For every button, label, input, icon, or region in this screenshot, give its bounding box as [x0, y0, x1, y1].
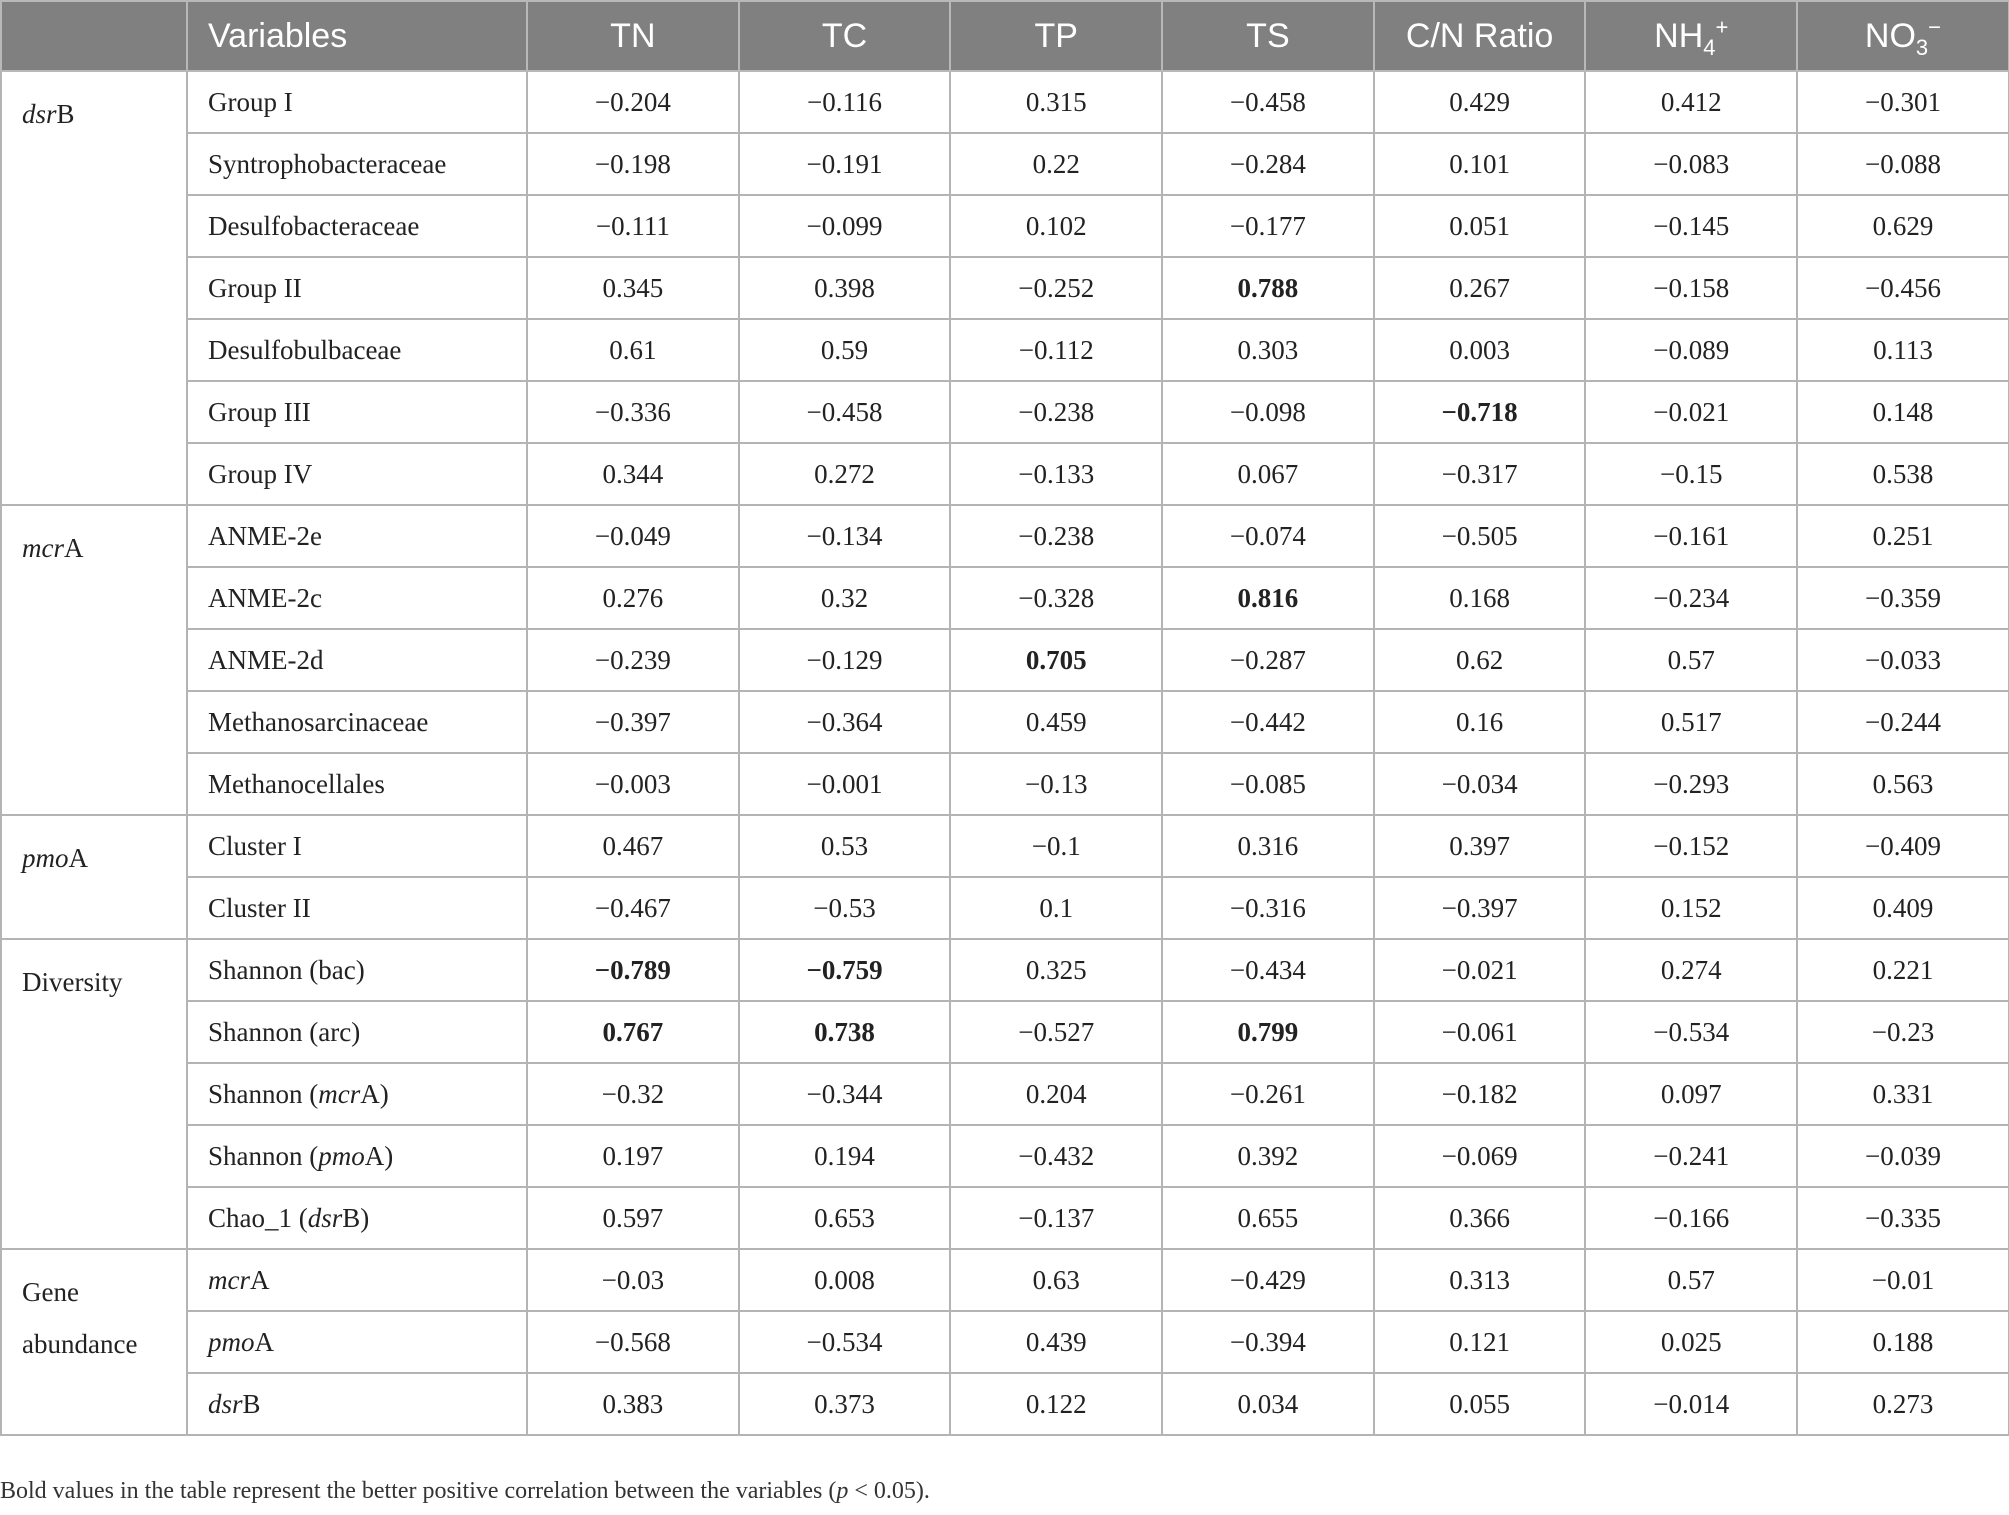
table-row — [1, 939, 2009, 1001]
value-cell-ts: 0.316 — [1162, 815, 1374, 877]
header-row — [1, 1, 2009, 71]
variable-label: Desulfobacteraceae — [187, 195, 527, 257]
value-cell-nh4: −0.161 — [1585, 505, 1797, 567]
value-cell-no3: −0.244 — [1797, 691, 2009, 753]
variable-label: Shannon (arc) — [187, 1001, 527, 1063]
value-cell-tc: −0.53 — [739, 877, 951, 939]
value-cell-tn: 0.61 — [527, 319, 739, 381]
value-cell-no3: 0.221 — [1797, 939, 2009, 1001]
value-cell-tc: −0.116 — [739, 71, 951, 133]
value-cell-tc: −0.364 — [739, 691, 951, 753]
table-footnote: Bold values in the table represent the better positive correlation between the variables (p < 0.05). — [0, 1478, 930, 1504]
value-cell-ts: −0.458 — [1162, 71, 1374, 133]
value-cell-cn-ratio: 0.101 — [1374, 133, 1586, 195]
value-cell-no3: 0.273 — [1797, 1373, 2009, 1435]
value-cell-no3: 0.251 — [1797, 505, 2009, 567]
table-row — [1, 1001, 2009, 1063]
variable-label: mcrA — [187, 1249, 527, 1311]
value-cell-nh4: −0.15 — [1585, 443, 1797, 505]
group-label: Gene abundance — [1, 1249, 187, 1435]
value-cell-nh4: −0.152 — [1585, 815, 1797, 877]
value-cell-tp: 0.22 — [950, 133, 1162, 195]
value-cell-tc: −0.534 — [739, 1311, 951, 1373]
value-cell-no3: −0.033 — [1797, 629, 2009, 691]
value-cell-nh4: −0.089 — [1585, 319, 1797, 381]
value-cell-tp: 0.122 — [950, 1373, 1162, 1435]
table-row — [1, 71, 2009, 133]
value-cell-tp: 0.1 — [950, 877, 1162, 939]
table-row — [1, 691, 2009, 753]
value-cell-cn-ratio: 0.429 — [1374, 71, 1586, 133]
value-cell-tp: −0.238 — [950, 505, 1162, 567]
value-cell-tc: −0.129 — [739, 629, 951, 691]
value-cell-no3: −0.01 — [1797, 1249, 2009, 1311]
value-cell-tn: −0.111 — [527, 195, 739, 257]
value-cell-cn-ratio: 0.62 — [1374, 629, 1586, 691]
value-cell-cn-ratio: −0.021 — [1374, 939, 1586, 1001]
header-cell-tn: TN — [527, 1, 739, 71]
variable-label: Cluster II — [187, 877, 527, 939]
value-cell-tp: −0.133 — [950, 443, 1162, 505]
value-cell-no3: −0.039 — [1797, 1125, 2009, 1187]
header-cell-group — [1, 1, 187, 71]
value-cell-tp: −0.252 — [950, 257, 1162, 319]
value-cell-tn: −0.467 — [527, 877, 739, 939]
variable-label: Desulfobulbaceae — [187, 319, 527, 381]
header-cell-nh4: $NH_4^+$ — [1585, 1, 1797, 71]
variable-label: Group IV — [187, 443, 527, 505]
value-cell-nh4: −0.293 — [1585, 753, 1797, 815]
value-cell-cn-ratio: 0.313 — [1374, 1249, 1586, 1311]
header-cell-tc: TC — [739, 1, 951, 71]
table-row — [1, 195, 2009, 257]
value-cell-ts: −0.098 — [1162, 381, 1374, 443]
value-cell-no3: 0.331 — [1797, 1063, 2009, 1125]
value-cell-no3: −0.088 — [1797, 133, 2009, 195]
header-cell-ts: TS — [1162, 1, 1374, 71]
variable-label: dsrB — [187, 1373, 527, 1435]
table-row — [1, 1311, 2009, 1373]
value-cell-tp: 0.325 — [950, 939, 1162, 1001]
value-cell-tc: 0.373 — [739, 1373, 951, 1435]
value-cell-tn: 0.767 — [527, 1001, 739, 1063]
value-cell-tn: −0.239 — [527, 629, 739, 691]
value-cell-nh4: 0.274 — [1585, 939, 1797, 1001]
table-row — [1, 505, 2009, 567]
value-cell-tp: −0.137 — [950, 1187, 1162, 1249]
value-cell-ts: 0.303 — [1162, 319, 1374, 381]
group-label: Diversity — [1, 939, 187, 1249]
value-cell-ts: −0.434 — [1162, 939, 1374, 1001]
value-cell-no3: −0.301 — [1797, 71, 2009, 133]
table-row — [1, 1063, 2009, 1125]
table-row — [1, 1125, 2009, 1187]
variable-label: Cluster I — [187, 815, 527, 877]
value-cell-cn-ratio: −0.505 — [1374, 505, 1586, 567]
value-cell-tp: −0.238 — [950, 381, 1162, 443]
value-cell-no3: 0.148 — [1797, 381, 2009, 443]
variable-label: Methanocellales — [187, 753, 527, 815]
table-row — [1, 1373, 2009, 1435]
table-row — [1, 567, 2009, 629]
header-cell-variables: Variables — [187, 1, 527, 71]
value-cell-no3: −0.23 — [1797, 1001, 2009, 1063]
variable-label: Shannon (pmoA) — [187, 1125, 527, 1187]
value-cell-nh4: 0.517 — [1585, 691, 1797, 753]
value-cell-ts: 0.034 — [1162, 1373, 1374, 1435]
value-cell-cn-ratio: 0.168 — [1374, 567, 1586, 629]
table-row — [1, 877, 2009, 939]
table-row — [1, 1249, 2009, 1311]
value-cell-tn: 0.383 — [527, 1373, 739, 1435]
value-cell-nh4: −0.241 — [1585, 1125, 1797, 1187]
value-cell-no3: −0.359 — [1797, 567, 2009, 629]
table-row — [1, 257, 2009, 319]
value-cell-tp: 0.63 — [950, 1249, 1162, 1311]
value-cell-tn: −0.049 — [527, 505, 739, 567]
table-row — [1, 319, 2009, 381]
variable-label: Chao_1 (dsrB) — [187, 1187, 527, 1249]
value-cell-tp: 0.439 — [950, 1311, 1162, 1373]
table-header — [1, 1, 2009, 71]
value-cell-no3: 0.409 — [1797, 877, 2009, 939]
value-cell-cn-ratio: −0.069 — [1374, 1125, 1586, 1187]
value-cell-no3: 0.113 — [1797, 319, 2009, 381]
value-cell-tn: 0.197 — [527, 1125, 739, 1187]
value-cell-nh4: −0.083 — [1585, 133, 1797, 195]
value-cell-tc: −0.458 — [739, 381, 951, 443]
value-cell-tp: 0.705 — [950, 629, 1162, 691]
value-cell-tn: −0.568 — [527, 1311, 739, 1373]
table-row — [1, 815, 2009, 877]
value-cell-nh4: −0.145 — [1585, 195, 1797, 257]
value-cell-no3: 0.629 — [1797, 195, 2009, 257]
value-cell-no3: −0.456 — [1797, 257, 2009, 319]
value-cell-tn: −0.03 — [527, 1249, 739, 1311]
value-cell-tn: −0.32 — [527, 1063, 739, 1125]
value-cell-tp: −0.112 — [950, 319, 1162, 381]
value-cell-ts: −0.442 — [1162, 691, 1374, 753]
variable-label: Group III — [187, 381, 527, 443]
value-cell-tp: −0.527 — [950, 1001, 1162, 1063]
value-cell-tp: 0.102 — [950, 195, 1162, 257]
value-cell-tn: −0.789 — [527, 939, 739, 1001]
value-cell-tn: 0.597 — [527, 1187, 739, 1249]
value-cell-tp: −0.328 — [950, 567, 1162, 629]
value-cell-cn-ratio: 0.003 — [1374, 319, 1586, 381]
value-cell-no3: 0.538 — [1797, 443, 2009, 505]
value-cell-nh4: −0.166 — [1585, 1187, 1797, 1249]
value-cell-nh4: 0.152 — [1585, 877, 1797, 939]
value-cell-nh4: −0.158 — [1585, 257, 1797, 319]
variable-label: Group I — [187, 71, 527, 133]
value-cell-no3: 0.188 — [1797, 1311, 2009, 1373]
value-cell-tn: −0.003 — [527, 753, 739, 815]
value-cell-ts: −0.287 — [1162, 629, 1374, 691]
variable-label: Methanosarcinaceae — [187, 691, 527, 753]
value-cell-tc: 0.53 — [739, 815, 951, 877]
value-cell-cn-ratio: −0.061 — [1374, 1001, 1586, 1063]
value-cell-tc: 0.32 — [739, 567, 951, 629]
value-cell-tn: −0.204 — [527, 71, 739, 133]
variable-label: Shannon (bac) — [187, 939, 527, 1001]
variable-label: ANME-2d — [187, 629, 527, 691]
value-cell-tp: −0.1 — [950, 815, 1162, 877]
table-body — [1, 71, 2009, 1435]
value-cell-nh4: 0.57 — [1585, 629, 1797, 691]
value-cell-tc: 0.398 — [739, 257, 951, 319]
value-cell-ts: −0.074 — [1162, 505, 1374, 567]
value-cell-ts: −0.177 — [1162, 195, 1374, 257]
value-cell-nh4: −0.021 — [1585, 381, 1797, 443]
value-cell-cn-ratio: 0.121 — [1374, 1311, 1586, 1373]
value-cell-tc: 0.194 — [739, 1125, 951, 1187]
variable-label: ANME-2e — [187, 505, 527, 567]
header-cell-no3: $NO_3^-$ — [1797, 1, 2009, 71]
value-cell-ts: 0.799 — [1162, 1001, 1374, 1063]
table-row — [1, 1187, 2009, 1249]
header-cell-cn-ratio: C/N Ratio — [1374, 1, 1586, 71]
variable-label: Shannon (mcrA) — [187, 1063, 527, 1125]
variable-label: Syntrophobacteraceae — [187, 133, 527, 195]
value-cell-tc: 0.272 — [739, 443, 951, 505]
value-cell-tn: 0.276 — [527, 567, 739, 629]
value-cell-tn: 0.467 — [527, 815, 739, 877]
value-cell-tc: 0.008 — [739, 1249, 951, 1311]
value-cell-tc: 0.653 — [739, 1187, 951, 1249]
value-cell-tp: −0.432 — [950, 1125, 1162, 1187]
value-cell-cn-ratio: −0.317 — [1374, 443, 1586, 505]
value-cell-ts: −0.429 — [1162, 1249, 1374, 1311]
value-cell-cn-ratio: −0.034 — [1374, 753, 1586, 815]
value-cell-tp: 0.204 — [950, 1063, 1162, 1125]
value-cell-cn-ratio: 0.366 — [1374, 1187, 1586, 1249]
value-cell-tc: −0.344 — [739, 1063, 951, 1125]
value-cell-no3: −0.409 — [1797, 815, 2009, 877]
value-cell-ts: −0.284 — [1162, 133, 1374, 195]
value-cell-ts: 0.655 — [1162, 1187, 1374, 1249]
value-cell-cn-ratio: −0.718 — [1374, 381, 1586, 443]
value-cell-ts: −0.085 — [1162, 753, 1374, 815]
value-cell-nh4: −0.014 — [1585, 1373, 1797, 1435]
value-cell-tn: 0.344 — [527, 443, 739, 505]
group-label: dsrB — [1, 71, 187, 505]
value-cell-tp: −0.13 — [950, 753, 1162, 815]
group-label: pmoA — [1, 815, 187, 939]
table-row — [1, 629, 2009, 691]
value-cell-tn: −0.397 — [527, 691, 739, 753]
value-cell-nh4: −0.234 — [1585, 567, 1797, 629]
value-cell-tc: −0.134 — [739, 505, 951, 567]
table-row — [1, 133, 2009, 195]
value-cell-tc: 0.738 — [739, 1001, 951, 1063]
value-cell-tn: −0.336 — [527, 381, 739, 443]
header-cell-tp: TP — [950, 1, 1162, 71]
value-cell-nh4: 0.412 — [1585, 71, 1797, 133]
value-cell-ts: 0.392 — [1162, 1125, 1374, 1187]
value-cell-ts: 0.816 — [1162, 567, 1374, 629]
value-cell-nh4: 0.097 — [1585, 1063, 1797, 1125]
table-row — [1, 753, 2009, 815]
value-cell-cn-ratio: 0.267 — [1374, 257, 1586, 319]
value-cell-ts: −0.394 — [1162, 1311, 1374, 1373]
value-cell-ts: −0.316 — [1162, 877, 1374, 939]
variable-label: pmoA — [187, 1311, 527, 1373]
value-cell-nh4: 0.025 — [1585, 1311, 1797, 1373]
variable-label: Group II — [187, 257, 527, 319]
value-cell-ts: 0.788 — [1162, 257, 1374, 319]
value-cell-cn-ratio: −0.397 — [1374, 877, 1586, 939]
variable-label: ANME-2c — [187, 567, 527, 629]
value-cell-tp: 0.315 — [950, 71, 1162, 133]
value-cell-tc: −0.759 — [739, 939, 951, 1001]
value-cell-nh4: −0.534 — [1585, 1001, 1797, 1063]
value-cell-cn-ratio: 0.16 — [1374, 691, 1586, 753]
value-cell-no3: 0.563 — [1797, 753, 2009, 815]
value-cell-tp: 0.459 — [950, 691, 1162, 753]
value-cell-cn-ratio: 0.055 — [1374, 1373, 1586, 1435]
value-cell-tn: −0.198 — [527, 133, 739, 195]
value-cell-tc: 0.59 — [739, 319, 951, 381]
table-row — [1, 443, 2009, 505]
value-cell-nh4: 0.57 — [1585, 1249, 1797, 1311]
value-cell-tc: −0.099 — [739, 195, 951, 257]
value-cell-tn: 0.345 — [527, 257, 739, 319]
value-cell-cn-ratio: 0.051 — [1374, 195, 1586, 257]
value-cell-ts: −0.261 — [1162, 1063, 1374, 1125]
group-label: mcrA — [1, 505, 187, 815]
value-cell-cn-ratio: 0.397 — [1374, 815, 1586, 877]
value-cell-tc: −0.001 — [739, 753, 951, 815]
table-row — [1, 381, 2009, 443]
value-cell-no3: −0.335 — [1797, 1187, 2009, 1249]
value-cell-tc: −0.191 — [739, 133, 951, 195]
value-cell-ts: 0.067 — [1162, 443, 1374, 505]
value-cell-cn-ratio: −0.182 — [1374, 1063, 1586, 1125]
